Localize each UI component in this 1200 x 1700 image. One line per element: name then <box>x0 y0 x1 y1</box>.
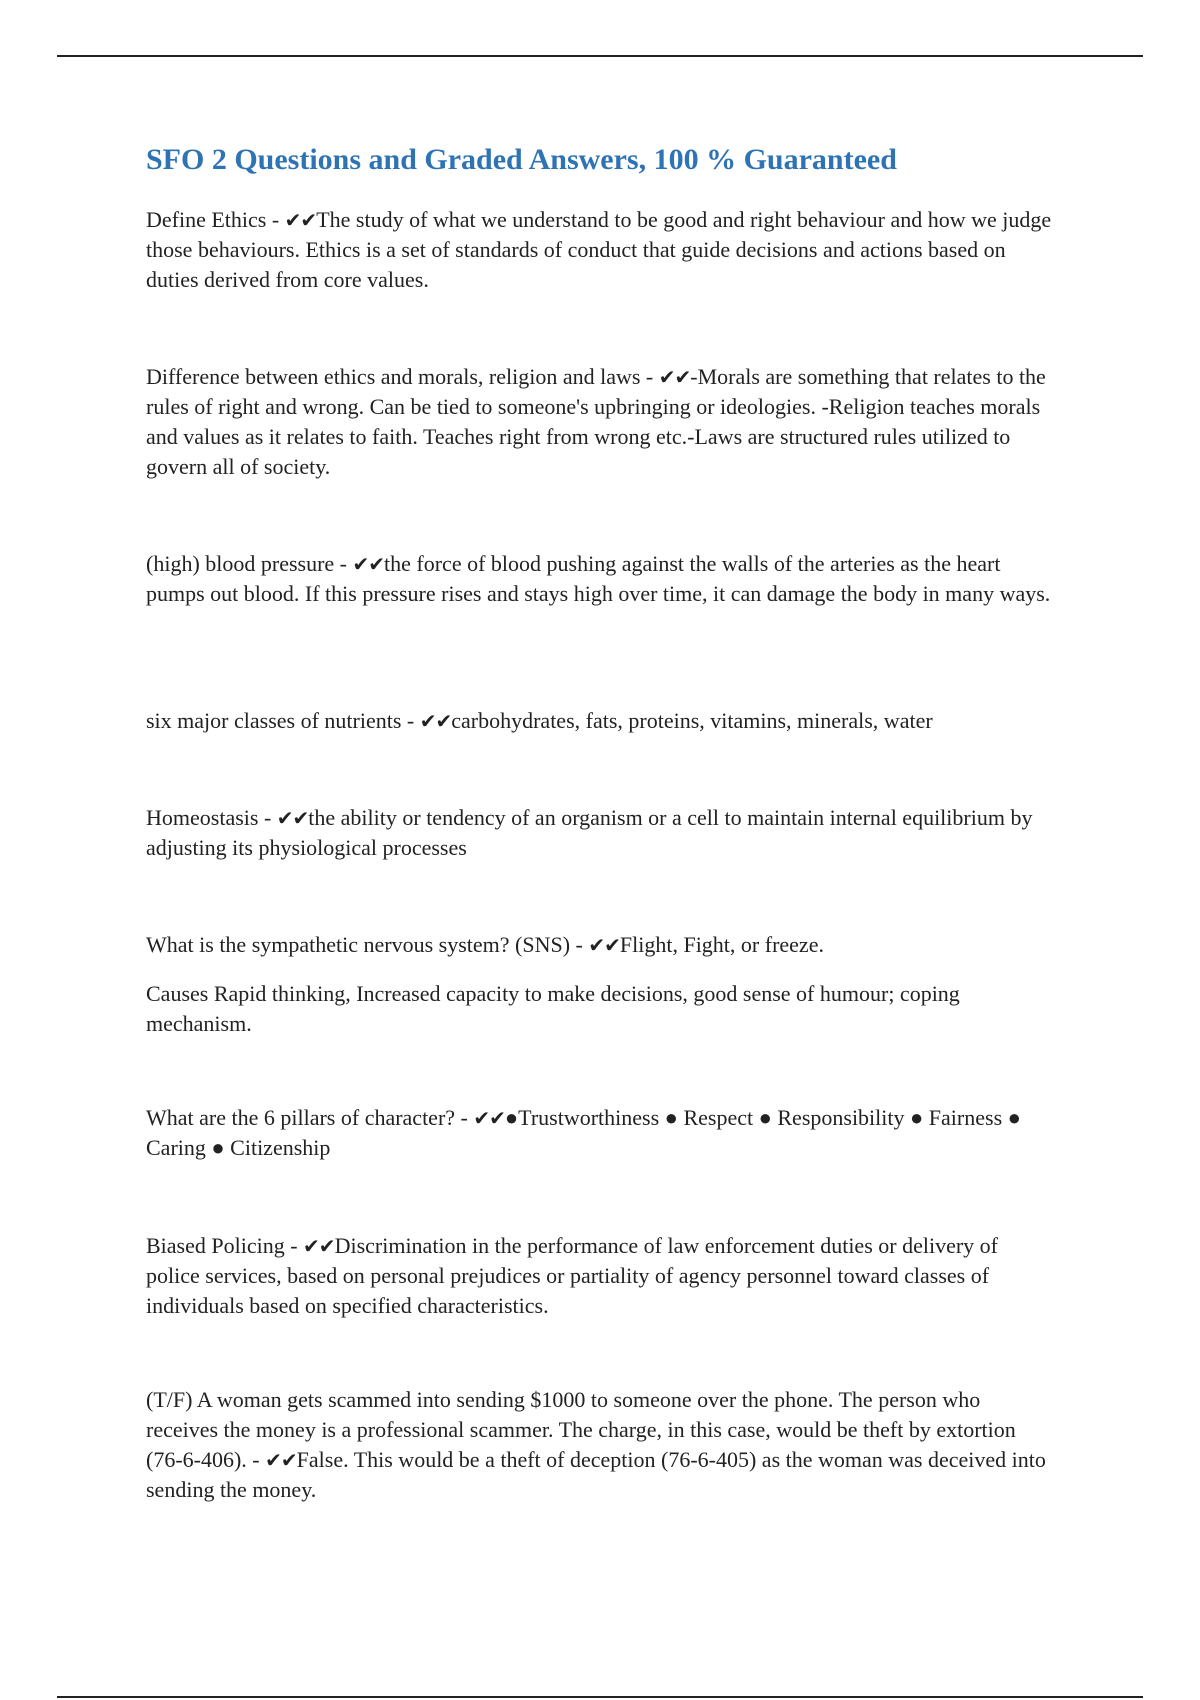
entry-question: What is the sympathetic nervous system? (SNS) - <box>146 932 589 957</box>
entry-question: (T/F) A woman gets scammed into sending $1000 to someone over the phone. The person who receives the money is a professional scammer. The charge, in this case, would be theft by extortion (76-6-406). - <box>146 1387 1016 1472</box>
double-check-icon: ✔✔ <box>303 1234 335 1258</box>
entry-biased-policing <box>146 1231 1056 1321</box>
entry-answer: Flight, Fight, or freeze. <box>619 932 824 957</box>
entry-nutrients <box>146 706 1056 736</box>
entry-ethics-difference <box>146 362 1056 482</box>
entry-question: Difference between ethics and morals, religion and laws - <box>146 364 659 389</box>
entry-question: Define Ethics - <box>146 207 285 232</box>
entry-define-ethics <box>146 205 1056 295</box>
entry-question: Homeostasis - <box>146 805 277 830</box>
entry-homeostasis <box>146 803 1056 863</box>
entry-theft-scenario <box>146 1385 1056 1505</box>
entry-answer: carbohydrates, fats, proteins, vitamins, minerals, water <box>451 708 933 733</box>
entry-question: Biased Policing - <box>146 1233 304 1258</box>
document-title: SFO 2 Questions and Graded Answers, 100 % Guaranteed <box>146 143 897 176</box>
entry-question: What are the 6 pillars of character? - <box>146 1105 474 1130</box>
top-rule <box>57 55 1143 57</box>
entry-answer: the force of blood pushing against the walls of the arteries as the heart pumps out blood. If this pressure rises and stays high over time, it can damage the body in many ways. <box>146 551 1051 606</box>
double-check-icon: ✔✔ <box>419 709 452 733</box>
entry-answer: ●Trustworthiness ● Respect ● Responsibility ● Fairness ● Caring ● Citizenship <box>146 1105 1021 1160</box>
entry-sympathetic-nervous-system <box>146 930 1056 960</box>
entry-answer: Discrimination in the performance of law enforcement duties or delivery of police services, based on personal prejudices or partiality of agency personnel toward classes of individuals based on specified characteristics. <box>146 1233 998 1318</box>
entry-question: six major classes of nutrients - <box>146 708 420 733</box>
double-check-icon: ✔✔ <box>352 552 385 576</box>
entry-answer: The study of what we understand to be good and right behaviour and how we judge those behaviours. Ethics is a set of standards of conduct that guide decisions and actions based on duties derived from core values. <box>146 207 1052 292</box>
double-check-icon: ✔✔ <box>588 933 620 957</box>
entry-pillars-of-character <box>146 1103 1056 1163</box>
entry-sns-continuation: Causes Rapid thinking, Increased capacity to make decisions, good sense of humour; coping mechanism. <box>146 981 960 1036</box>
entry-blood-pressure <box>146 549 1056 609</box>
double-check-icon: ✔✔ <box>284 208 317 232</box>
double-check-icon: ✔✔ <box>658 365 691 389</box>
double-check-icon: ✔✔ <box>265 1448 297 1472</box>
bottom-rule <box>57 1696 1143 1698</box>
entry-answer: the ability or tendency of an organism or a cell to maintain internal equilibrium by adjusting its physiological processes <box>146 805 1033 860</box>
double-check-icon: ✔✔ <box>276 806 309 830</box>
double-check-icon: ✔✔ <box>473 1106 505 1130</box>
entry-answer: -Morals are something that relates to the rules of right and wrong. Can be tied to someone's upbringing or ideologies. -Religion teaches morals and values as it relates to faith. Teaches right from wrong etc.-Laws are structured rules utilized to govern all of society. <box>146 364 1046 479</box>
entry-question: (high) blood pressure - <box>146 551 353 576</box>
entry-answer: False. This would be a theft of deception (76-6-405) as the woman was deceived into sending the money. <box>146 1447 1046 1502</box>
